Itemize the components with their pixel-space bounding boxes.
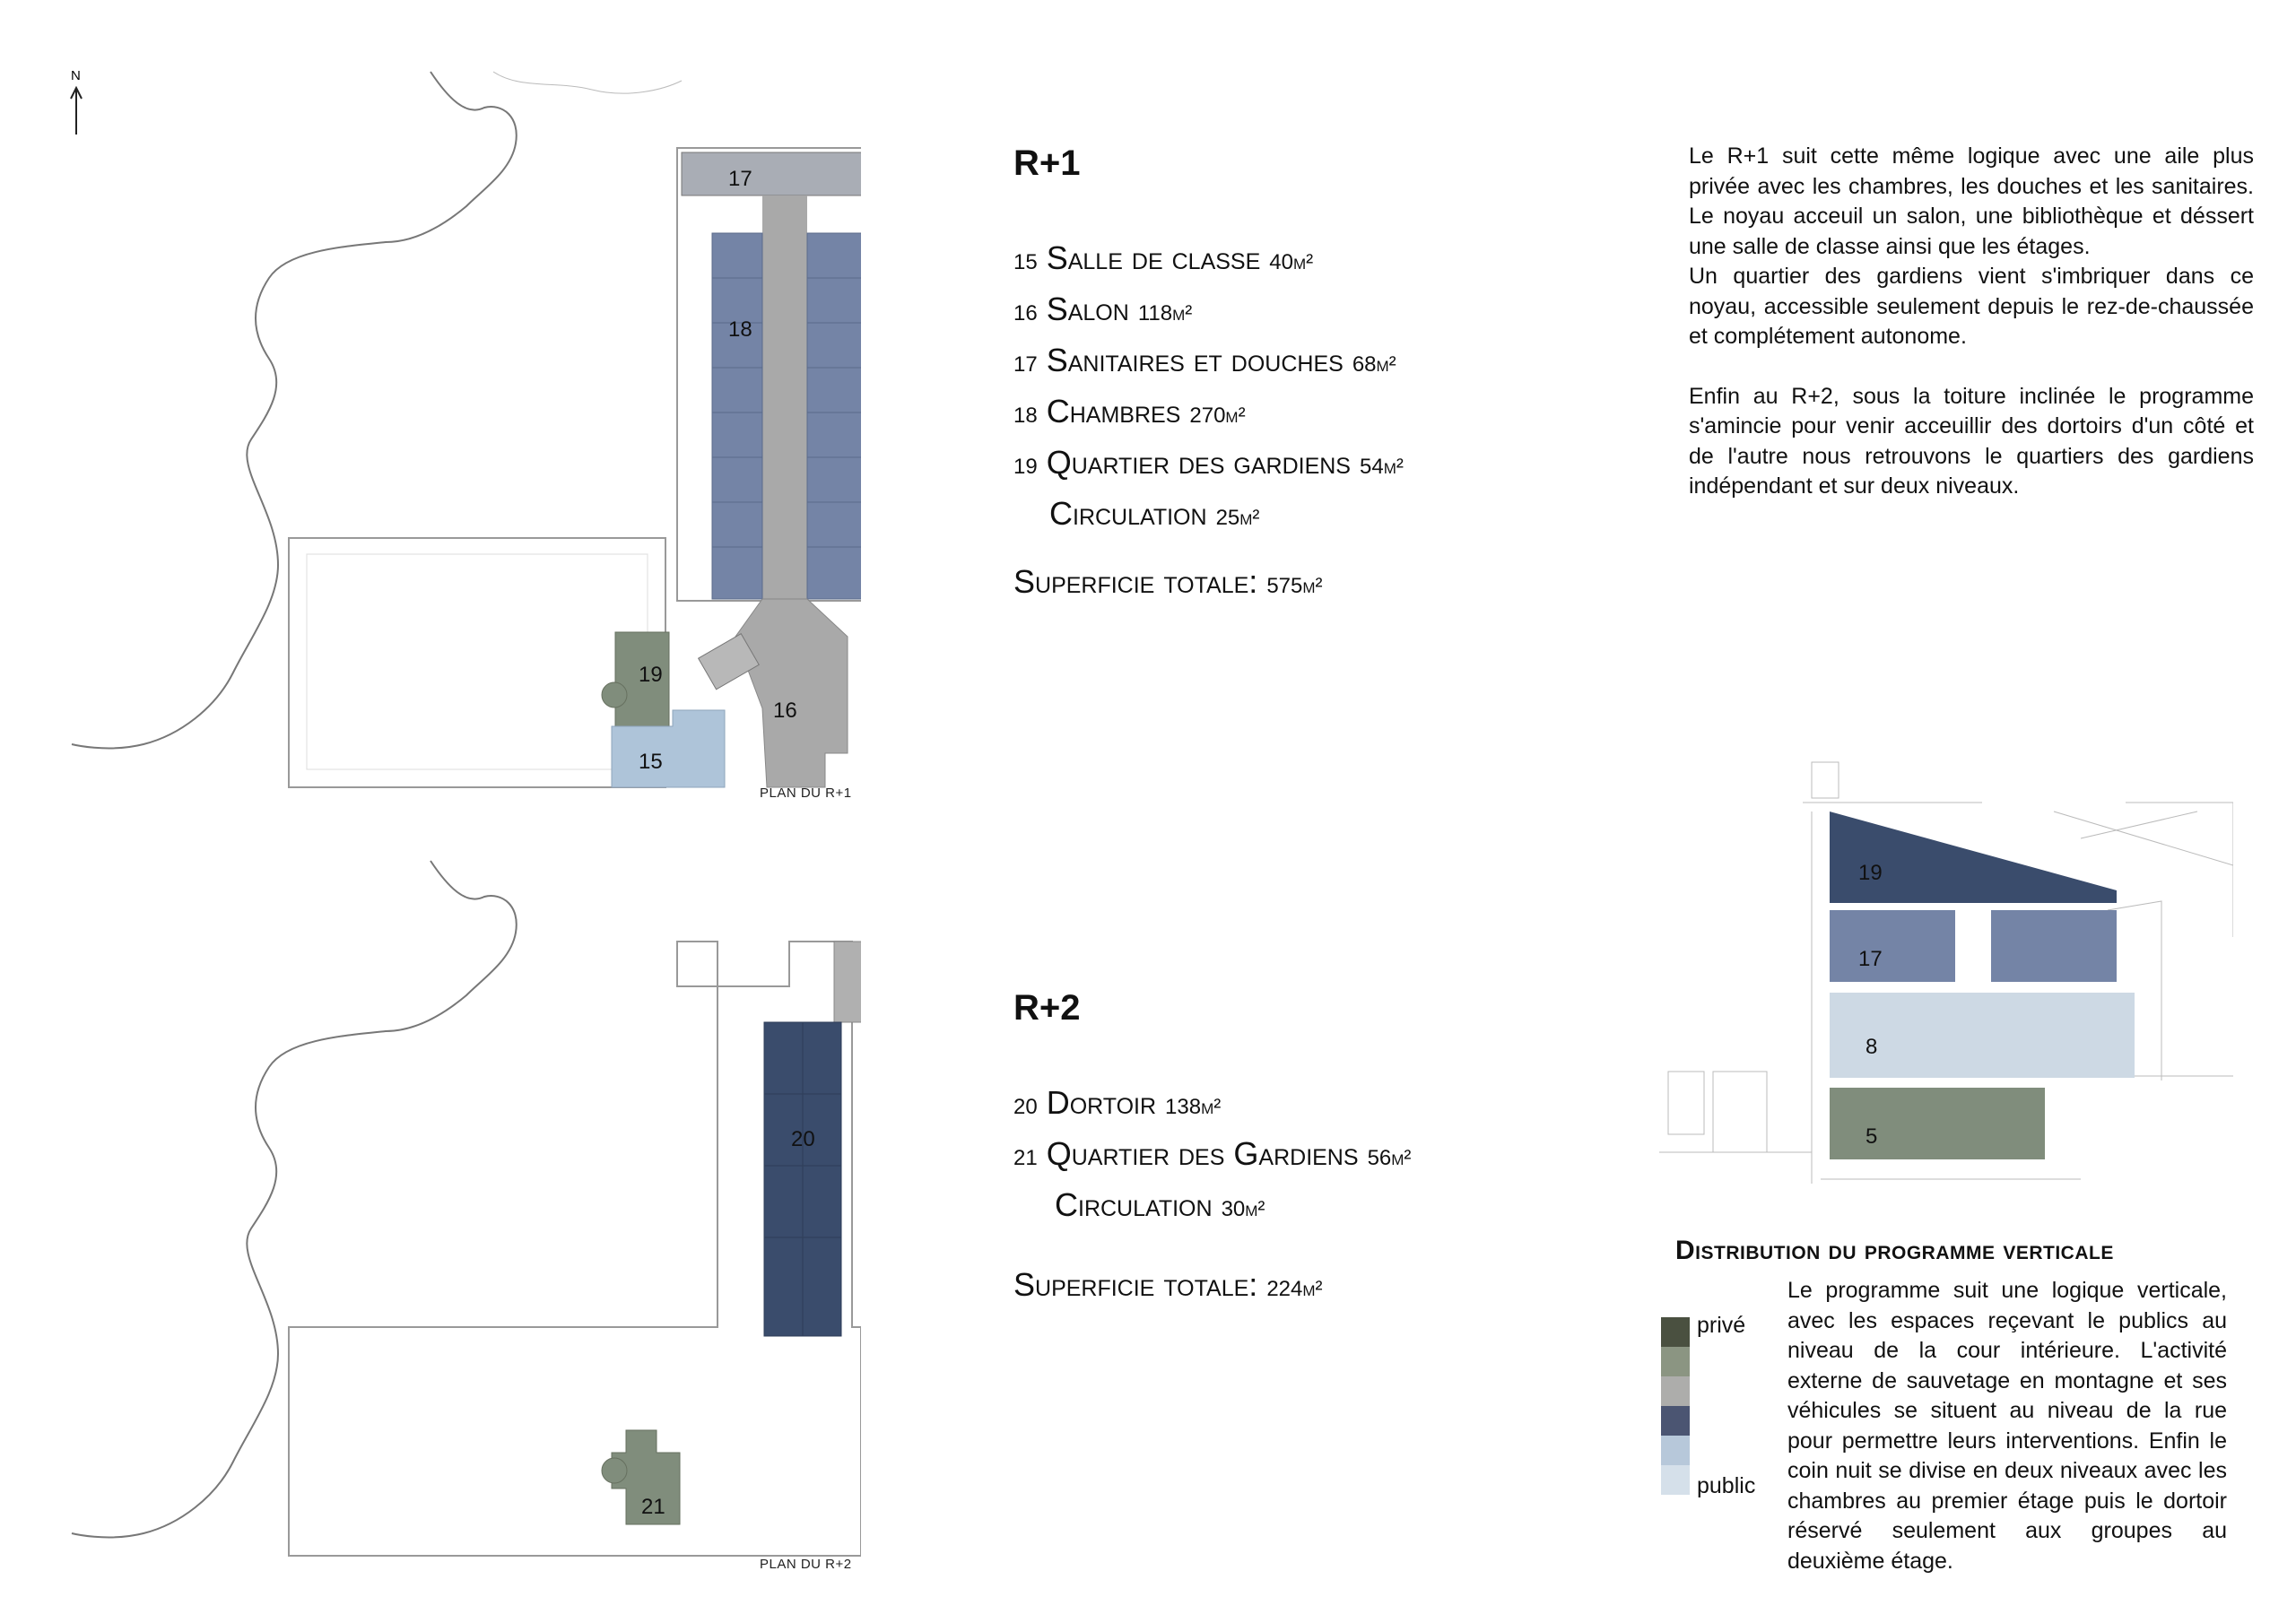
section-drawing [1659, 758, 2233, 1188]
plan-r2-drawing [54, 843, 861, 1587]
plan-r2 [54, 843, 861, 1587]
stair-core-r2 [834, 942, 861, 1022]
distribution-title: Distribution du programme verticale [1675, 1236, 2114, 1265]
rooms-18-east [807, 233, 861, 599]
r2-total [1013, 1266, 1323, 1304]
legend-swatch [1661, 1347, 1690, 1376]
legend-swatch [1661, 1465, 1690, 1495]
r1-item: Circulation 25m² [1049, 495, 1260, 532]
section-5 [1830, 1088, 2045, 1159]
description-p3: Enfin au R+2, sous la toiture inclinée le programme s'amincie pour venir acceuillir des dortoirs d'un côté et de l'autre nous retrouvons le quartiers des gardiens indépendant et sur deux niveaux. [1689, 383, 2254, 499]
plan-r1-drawing [54, 63, 861, 807]
r1-item: 17 Sanitaires et douches 68m² [1013, 342, 1396, 378]
room-16-salon [735, 599, 848, 787]
legend-prive: privé [1697, 1313, 1746, 1338]
courtyard-outline [289, 538, 665, 787]
plan-r2-caption: PLAN DU R+2 [760, 1557, 852, 1572]
north-label: N [71, 68, 81, 83]
r2-title: R+2 [1013, 988, 1081, 1028]
r2-program-list [1013, 1080, 1411, 1233]
legend-swatch [1661, 1436, 1690, 1465]
r2-total-area: 224m² [1266, 1277, 1323, 1301]
terrain-line [493, 72, 682, 93]
r2-item: 20 Dortoir 138m² [1013, 1084, 1222, 1121]
r1-title: R+1 [1013, 143, 1081, 183]
r1-item: 15 Salle de classe 40m² [1013, 239, 1314, 276]
description-p2: Un quartier des gardiens vient s'imbriquer dans ce noyau, accessible seulement depuis le rez-de-chaussée et complétement autonome. [1689, 264, 2254, 349]
description-p1: Le R+1 suit cette même logique avec une aile plus privée avec les chambres, les douches et les sanitaires. Le noyau acceuil un salon, une bibliothèque et déssert une salle de classe ainsi que les étages. [1689, 143, 2254, 259]
label-21: 21 [641, 1495, 665, 1519]
legend-bar [1661, 1317, 1690, 1495]
label-18: 18 [728, 317, 752, 342]
r1-total-area: 575m² [1266, 574, 1323, 598]
label-17: 17 [728, 167, 752, 191]
section-19 [1830, 812, 2117, 903]
label-19: 19 [639, 663, 663, 687]
section-label-5: 5 [1866, 1124, 1878, 1149]
description-block [1689, 142, 2254, 502]
label-16: 16 [773, 699, 797, 723]
r2-total-label: Superficie totale: [1013, 1266, 1258, 1303]
legend-public: public [1697, 1473, 1756, 1498]
r1-total-label: Superficie totale: [1013, 563, 1258, 600]
stair-gardiens [602, 682, 627, 707]
distribution-text: Le programme suit une logique verticale, avec les espaces reçevant le publics au niveau de la cour intérieure. L'activité externe de sauvetage en montagne et ses véhicules se situent au niveau de la rue pour permettre leurs interventions. Enfin le coin nuit se divise en deux niveaux avec les chambres au premier étage puis le dortoir réservé seulement aux groupes au deuxième étage. [1787, 1278, 2227, 1574]
r1-item: 16 Salon 118m² [1013, 291, 1193, 327]
room-17-sanitaires [682, 152, 861, 195]
r1-item: 19 Quartier des gardiens 54m² [1013, 444, 1404, 481]
legend-swatch [1661, 1376, 1690, 1406]
r1-item: 18 Chambres 270m² [1013, 393, 1246, 430]
terrain-contour-r2 [72, 861, 517, 1537]
section-label-8: 8 [1866, 1035, 1878, 1059]
label-20: 20 [791, 1127, 815, 1151]
label-15: 15 [639, 750, 663, 774]
rooms-18-west [712, 233, 762, 599]
r1-total [1013, 563, 1323, 601]
r2-item: 21 Quartier des Gardiens 56m² [1013, 1135, 1412, 1172]
plan-r1 [54, 63, 861, 807]
stair-r2-gardiens [602, 1458, 627, 1483]
section-svg [1659, 758, 2233, 1188]
section-void [1955, 910, 1991, 982]
legend-swatch [1661, 1317, 1690, 1347]
section-label-19: 19 [1858, 861, 1883, 885]
section-label-17: 17 [1858, 947, 1883, 971]
r2-item: Circulation 30m² [1055, 1186, 1265, 1223]
legend-swatch [1661, 1406, 1690, 1436]
corridor-r1 [762, 195, 807, 599]
plan-r1-caption: PLAN DU R+1 [760, 785, 852, 801]
r1-program-list [1013, 235, 1404, 542]
